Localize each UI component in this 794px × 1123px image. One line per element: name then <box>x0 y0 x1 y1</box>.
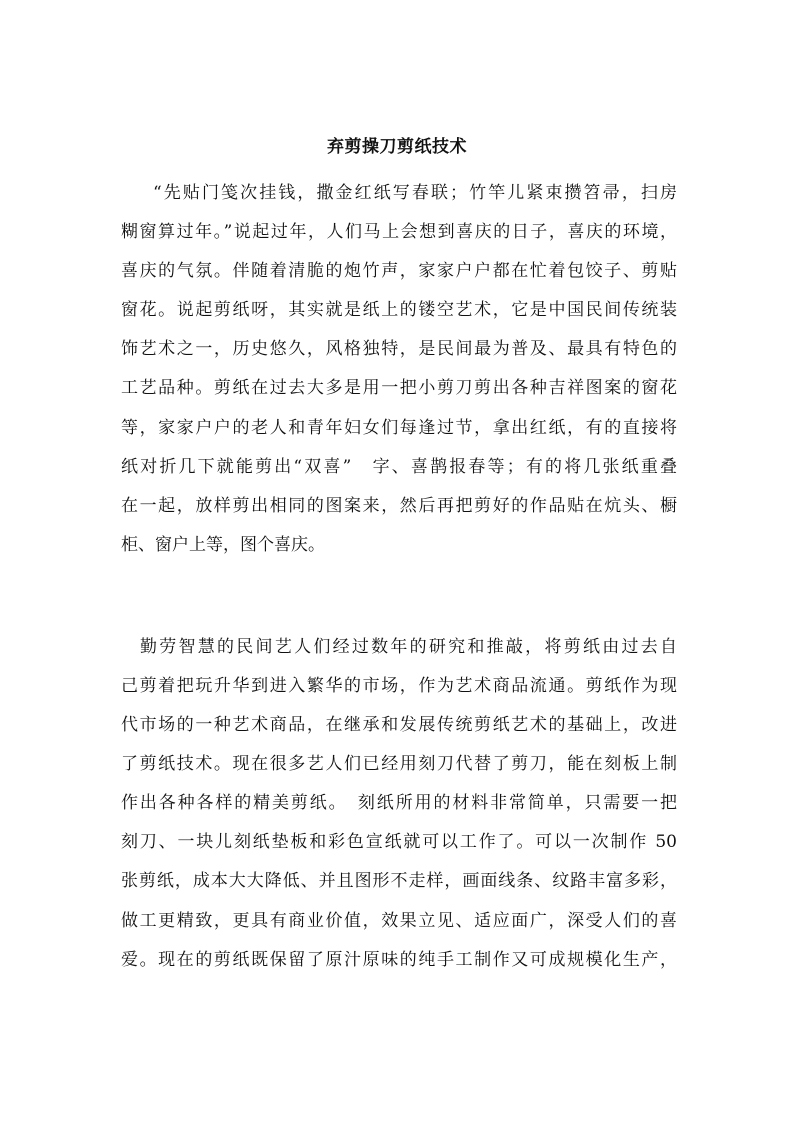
paragraph-1-line: 糊窗算过年。”说起过年，人们马上会想到喜庆的日子，喜庆的环境， <box>121 222 677 242</box>
paragraph-2-line: 刻刀、一块儿刻纸垫板和彩色宣纸就可以工作了。可以一次制作 50 <box>121 832 677 852</box>
paragraph-1-line: 喜庆的气氛。伴随着清脆的炮竹声，家家户户都在忙着包饺子、剪贴 <box>121 261 677 281</box>
paragraph-1-line: 纸对折几下就能剪出“双喜” 字、喜鹊报春等；有的将几张纸重叠 <box>121 457 677 477</box>
paragraph-1-line: “先贴门笺次挂钱，撒金红纸写春联；竹竿儿紧束攒笤帚，扫房 <box>153 183 677 203</box>
paragraph-2-line: 爱。现在的剪纸既保留了原汁原味的纯手工制作又可成规模化生产， <box>121 950 677 970</box>
paragraph-2-line: 张剪纸，成本大大降低、并且图形不走样，画面线条、纹路丰富多彩， <box>121 871 677 891</box>
paragraph-1-line: 在一起，放样剪出相同的图案来，然后再把剪好的作品贴在炕头、橱 <box>121 496 677 516</box>
paragraph-2-line: 勤劳智慧的民间艺人们经过数年的研究和推敲，将剪纸由过去自 <box>140 637 677 657</box>
paragraph-1-line: 饰艺术之一，历史悠久，风格独特，是民间最为普及、最具有特色的 <box>121 339 677 359</box>
document-title: 弃剪操刀剪纸技术 <box>327 137 467 157</box>
paragraph-1-line: 柜、窗户上等，图个喜庆。 <box>121 535 325 555</box>
paragraph-1-line: 等，家家户户的老人和青年妇女们每逢过节，拿出红纸，有的直接将 <box>121 418 677 438</box>
paragraph-2-line: 代市场的一种艺术商品，在继承和发展传统剪纸艺术的基础上，改进 <box>121 715 677 735</box>
paragraph-2-line: 己剪着把玩升华到进入繁华的市场，作为艺术商品流通。剪纸作为现 <box>121 676 677 696</box>
paragraph-1-line: 窗花。说起剪纸呀，其实就是纸上的镂空艺术，它是中国民间传统装 <box>121 300 677 320</box>
paragraph-2-line: 做工更精致，更具有商业价值，效果立见、适应面广，深受人们的喜 <box>121 911 677 931</box>
paragraph-1-line: 工艺品种。剪纸在过去大多是用一把小剪刀剪出各种吉祥图案的窗花 <box>121 378 677 398</box>
paragraph-2-line: 了剪纸技术。现在很多艺人们已经用刻刀代替了剪刀，能在刻板上制 <box>121 754 677 774</box>
paragraph-2-line: 作出各种各样的精美剪纸。 刻纸所用的材料非常简单，只需要一把 <box>121 793 677 813</box>
